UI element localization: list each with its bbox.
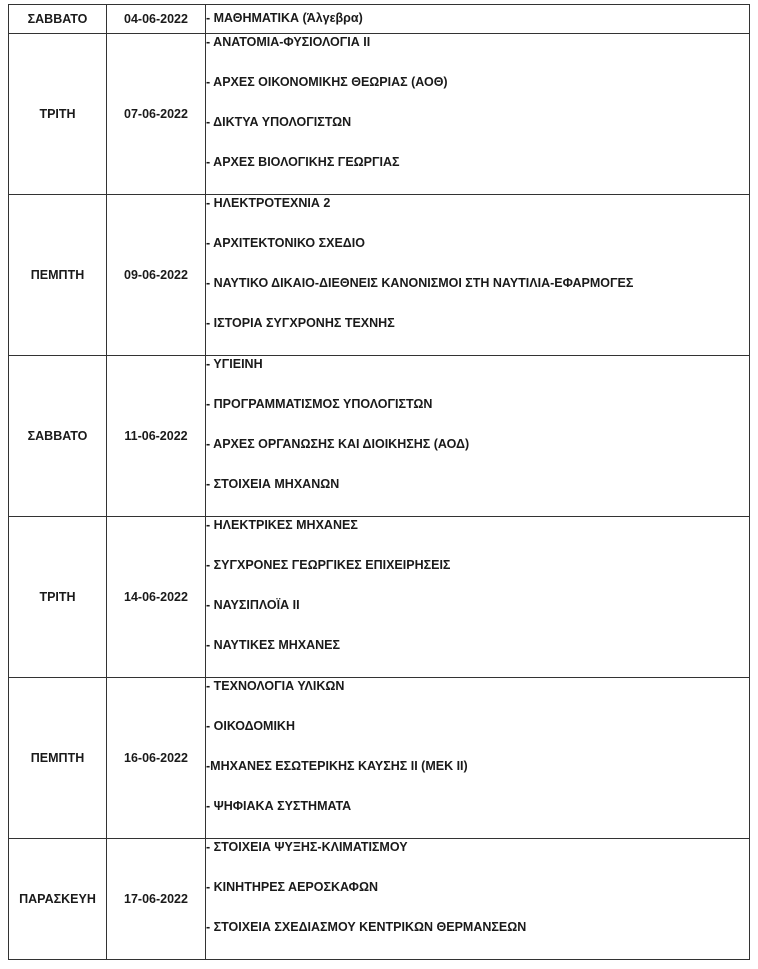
exam-day: ΣΑΒΒΑΤΟ (9, 5, 107, 34)
exam-subjects (206, 356, 750, 517)
exam-subject: - ΗΛΕΚΤΡΟΤΕΧΝΙΑ 2 (206, 196, 331, 210)
exam-date: 11-06-2022 (107, 356, 206, 517)
exam-date: 07-06-2022 (107, 34, 206, 195)
exam-subject: - ΣΤΟΙΧΕΙΑ ΨΥΞΗΣ-ΚΛΙΜΑΤΙΣΜΟΥ (206, 840, 408, 854)
schedule-row (9, 839, 750, 960)
exam-subject: - ΝΑΥΤΙΚΟ ΔΙΚΑΙΟ-ΔΙΕΘΝΕΙΣ ΚΑΝΟΝΙΣΜΟΙ ΣΤΗ ΝΑΥΤΙΛΙΑ-ΕΦΑΡΜΟΓΕΣ (206, 276, 634, 290)
exam-subjects (206, 5, 750, 34)
exam-date: 04-06-2022 (107, 5, 206, 34)
schedule-row (9, 5, 750, 34)
exam-subject: - ΥΓΙΕΙΝΗ (206, 357, 263, 371)
schedule-row (9, 517, 750, 678)
exam-subjects (206, 678, 750, 839)
exam-subject: -ΜΗΧΑΝΕΣ ΕΣΩΤΕΡΙΚΗΣ ΚΑΥΣΗΣ ΙΙ (ΜΕΚ ΙΙ) (206, 759, 468, 773)
exam-subject: - ΠΡΟΓΡΑΜΜΑΤΙΣΜΟΣ ΥΠΟΛΟΓΙΣΤΩΝ (206, 397, 433, 411)
exam-schedule-table (8, 4, 750, 960)
exam-subject: - ΚΙΝΗΤΗΡΕΣ ΑΕΡΟΣΚΑΦΩΝ (206, 880, 378, 894)
exam-date: 16-06-2022 (107, 678, 206, 839)
exam-subject: - ΔΙΚΤΥΑ ΥΠΟΛΟΓΙΣΤΩΝ (206, 115, 352, 129)
exam-date: 09-06-2022 (107, 195, 206, 356)
exam-subject: - ΣΥΓΧΡΟΝΕΣ ΓΕΩΡΓΙΚΕΣ ΕΠΙΧΕΙΡΗΣΕΙΣ (206, 558, 451, 572)
exam-date: 17-06-2022 (107, 839, 206, 960)
exam-subjects (206, 517, 750, 678)
exam-day: ΠΕΜΠΤΗ (9, 678, 107, 839)
schedule-row (9, 356, 750, 517)
exam-subject: - ΑΡΧΕΣ ΟΙΚΟΝΟΜΙΚΗΣ ΘΕΩΡΙΑΣ (ΑΟΘ) (206, 75, 448, 89)
exam-subjects (206, 839, 750, 960)
exam-day: ΣΑΒΒΑΤΟ (9, 356, 107, 517)
exam-subject: - ΣΤΟΙΧΕΙΑ ΜΗΧΑΝΩΝ (206, 477, 340, 491)
exam-subject: - ΜΑΘΗΜΑΤΙΚΑ (Άλγεβρα) (206, 11, 363, 25)
exam-subject: - ΤΕΧΝΟΛΟΓΙΑ ΥΛΙΚΩΝ (206, 679, 345, 693)
exam-day: ΠΑΡΑΣΚΕΥΗ (9, 839, 107, 960)
exam-day: ΤΡΙΤΗ (9, 34, 107, 195)
exam-subject: - ΗΛΕΚΤΡΙΚΕΣ ΜΗΧΑΝΕΣ (206, 518, 358, 532)
exam-subjects (206, 195, 750, 356)
schedule-row (9, 195, 750, 356)
schedule-row (9, 34, 750, 195)
exam-subject: - ΟΙΚΟΔΟΜΙΚΗ (206, 719, 295, 733)
exam-date: 14-06-2022 (107, 517, 206, 678)
exam-day: ΠΕΜΠΤΗ (9, 195, 107, 356)
exam-subject: - ΙΣΤΟΡΙΑ ΣΥΓΧΡΟΝΗΣ ΤΕΧΝΗΣ (206, 316, 395, 330)
exam-subject: - ΑΡΧΕΣ ΟΡΓΑΝΩΣΗΣ ΚΑΙ ΔΙΟΙΚΗΣΗΣ (ΑΟΔ) (206, 437, 470, 451)
exam-subject: - ΝΑΥΤΙΚΕΣ ΜΗΧΑΝΕΣ (206, 638, 341, 652)
schedule-row (9, 678, 750, 839)
exam-subject: - ΑΡΧΕΣ ΒΙΟΛΟΓΙΚΗΣ ΓΕΩΡΓΙΑΣ (206, 155, 400, 169)
exam-subject: - ΑΡΧΙΤΕΚΤΟΝΙΚΟ ΣΧΕΔΙΟ (206, 236, 365, 250)
exam-subject: - ΣΤΟΙΧΕΙΑ ΣΧΕΔΙΑΣΜΟΥ ΚΕΝΤΡΙΚΩΝ ΘΕΡΜΑΝΣΕΩΝ (206, 920, 527, 934)
exam-subject: - ΑΝΑΤΟΜΙΑ-ΦΥΣΙΟΛΟΓΙΑ ΙΙ (206, 35, 371, 49)
exam-subject: - ΝΑΥΣΙΠΛΟΪΑ ΙΙ (206, 598, 300, 612)
exam-subjects (206, 34, 750, 195)
exam-day: ΤΡΙΤΗ (9, 517, 107, 678)
exam-schedule-body (9, 5, 750, 960)
exam-subject: - ΨΗΦΙΑΚΑ ΣΥΣΤΗΜΑΤΑ (206, 799, 352, 813)
